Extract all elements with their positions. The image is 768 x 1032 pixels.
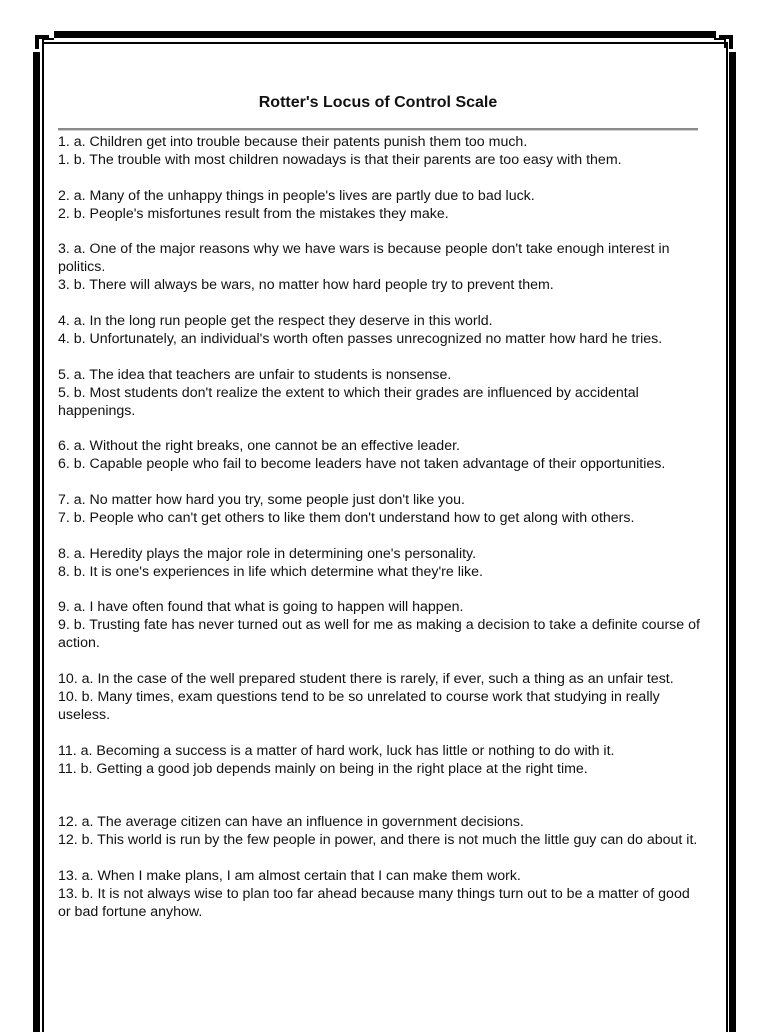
option-a: 10. a. In the case of the well prepared student there is rarely, if ever, such a thing as an unfair test. <box>58 671 674 688</box>
question-item <box>58 438 706 474</box>
border-corner-top-left-inner <box>42 38 54 48</box>
title-divider <box>58 128 698 131</box>
option-a: 11. a. Becoming a success is a matter of hard work, luck has little or nothing to do with it. <box>58 742 615 759</box>
question-item <box>58 313 706 349</box>
question-item <box>58 599 706 653</box>
option-a: 4. a. In the long run people get the respect they deserve in this world. <box>58 313 493 330</box>
page-border-left <box>33 52 40 1032</box>
question-item <box>58 134 706 170</box>
question-item <box>58 188 706 224</box>
option-b: 7. b. People who can't get others to like them don't understand how to get along with others. <box>58 509 635 526</box>
option-a: 12. a. The average citizen can have an influence in government decisions. <box>58 814 524 831</box>
option-b: 12. b. This world is run by the few people in power, and there is not much the little guy can do about it. <box>58 832 698 849</box>
option-a: 13. a. When I make plans, I am almost certain that I can make them work. <box>58 867 521 884</box>
question-item <box>58 367 706 421</box>
question-item <box>58 671 706 725</box>
option-a: 9. a. I have often found that what is going to happen will happen. <box>58 599 464 616</box>
option-b: 1. b. The trouble with most children nowadays is that their parents are too easy with them. <box>58 151 622 168</box>
question-item <box>58 743 706 779</box>
question-item <box>58 868 706 922</box>
option-a: 6. a. Without the right breaks, one cannot be an effective leader. <box>58 438 460 455</box>
page-border-top <box>54 31 716 38</box>
option-a: 1. a. Children get into trouble because their patents punish them too much. <box>58 134 528 150</box>
option-b: 3. b. There will always be wars, no matter how hard people try to prevent them. <box>58 277 554 294</box>
question-item <box>58 546 706 582</box>
question-item <box>58 814 706 850</box>
option-a: 3. a. One of the major reasons why we have wars is because people don't take enough interest in politics. <box>58 241 670 276</box>
option-a: 2. a. Many of the unhappy things in people's lives are partly due to bad luck. <box>58 187 535 204</box>
question-item <box>58 492 706 528</box>
option-b: 9. b. Trusting fate has never turned out as well for me as making a decision to take a definite course of action. <box>58 617 700 652</box>
option-a: 8. a. Heredity plays the major role in determining one's personality. <box>58 545 477 562</box>
option-b: 4. b. Unfortunately, an individual's worth often passes unrecognized no matter how hard he tries. <box>58 330 663 347</box>
questionnaire-items <box>58 134 706 940</box>
option-b: 6. b. Capable people who fail to become leaders have not taken advantage of their opportunities. <box>58 456 666 473</box>
option-b: 2. b. People's misfortunes result from the mistakes they make. <box>58 205 449 222</box>
option-a: 7. a. No matter how hard you try, some people just don't like you. <box>58 492 465 509</box>
page-border-right <box>729 52 736 1032</box>
border-corner-top-right-inner <box>714 38 726 48</box>
option-b: 5. b. Most students don't realize the extent to which their grades are influenced by accidental happenings. <box>58 384 639 419</box>
option-b: 13. b. It is not always wise to plan too far ahead because many things turn out to be a matter of good or bad fortune anyhow. <box>58 885 690 920</box>
option-b: 8. b. It is one's experiences in life which determine what they're like. <box>58 563 483 580</box>
option-a: 5. a. The idea that teachers are unfair to students is nonsense. <box>58 366 452 383</box>
document-title: Rotter's Locus of Control Scale <box>258 94 498 111</box>
option-b: 11. b. Getting a good job depends mainly on being in the right place at the right time. <box>58 760 588 777</box>
question-item <box>58 241 706 295</box>
option-b: 10. b. Many times, exam questions tend to be so unrelated to course work that studying in really useless. <box>58 688 660 723</box>
